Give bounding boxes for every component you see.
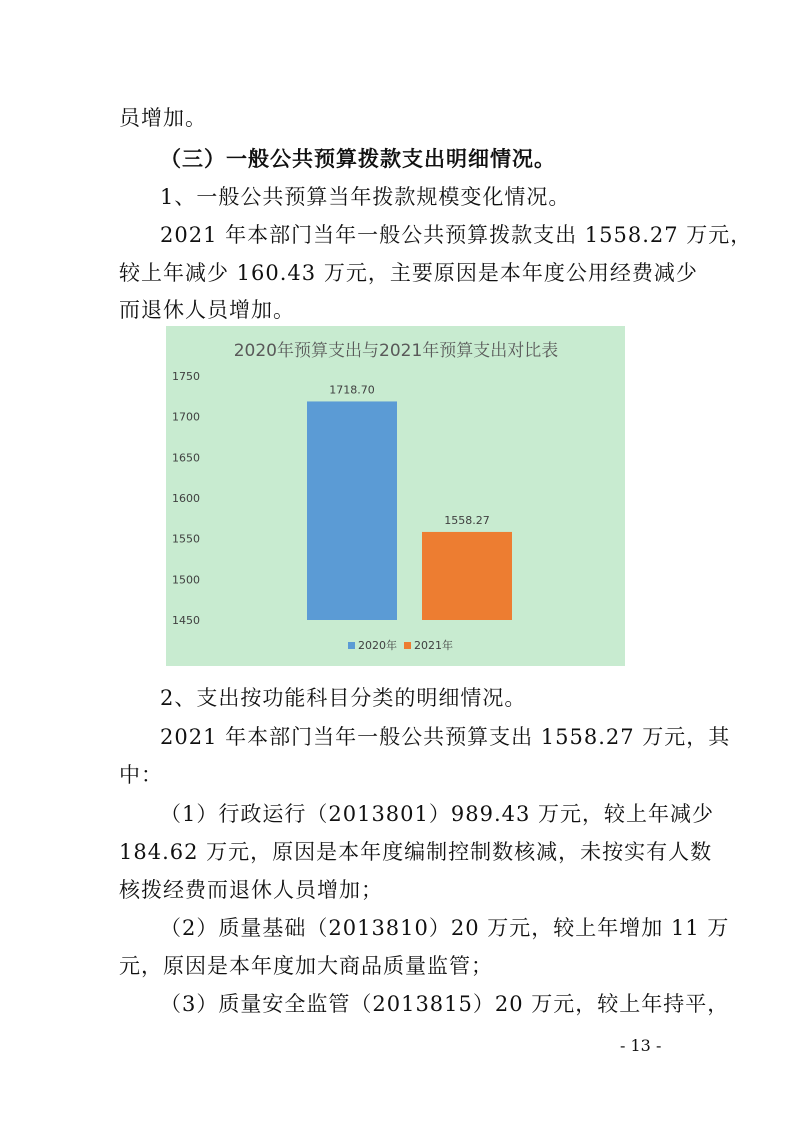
budget-comparison-chart (166, 326, 625, 666)
bar-0 (307, 401, 397, 620)
legend-label: 2020年 (358, 639, 397, 652)
line-14: 元，原因是本年度加大商品质量监管； (119, 954, 493, 978)
y-tick-label: 1600 (172, 492, 200, 505)
line-9: 中： (119, 763, 163, 787)
y-tick-label: 1450 (172, 614, 200, 627)
bar-value-label: 1558.27 (444, 513, 490, 527)
line-3: 1、一般公共预算当年拨款规模变化情况。 (160, 185, 571, 209)
y-tick-label: 1700 (172, 410, 200, 424)
legend-label: 2021年 (414, 639, 453, 652)
line-13: （2）质量基础（2013810）20 万元，较上年增加 11 万 (160, 916, 730, 940)
bar-1 (422, 532, 512, 620)
y-tick-label: 1750 (172, 370, 200, 383)
line-15: （3）质量安全监管（2013815）20 万元，较上年持平， (160, 992, 730, 1016)
legend-swatch (348, 642, 355, 649)
page-number: - 13 - (620, 1036, 662, 1055)
legend-swatch (404, 642, 411, 649)
y-tick-label: 1500 (172, 573, 200, 587)
line-1: 员增加。 (119, 106, 207, 130)
line-5: 较上年减少 160.43 万元，主要原因是本年度公用经费减少 (119, 261, 698, 285)
section-heading: （三）一般公共预算拨款支出明细情况。 (160, 147, 556, 171)
chart-title: 2020年预算支出与2021年预算支出对比表 (233, 341, 559, 361)
line-10: （1）行政运行（2013801）989.43 万元，较上年减少 (160, 802, 715, 826)
line-8: 2021 年本部门当年一般公共预算支出 1558.27 万元，其 (160, 725, 731, 749)
line-12: 核拨经费而退休人员增加； (119, 878, 383, 902)
line-7: 2、支出按功能科目分类的明细情况。 (160, 686, 527, 710)
bar-value-label: 1718.70 (329, 383, 375, 397)
line-11: 184.62 万元，原因是本年度编制控制数核减，未按实有人数 (119, 840, 713, 864)
line-6: 而退休人员增加。 (119, 298, 295, 322)
y-tick-label: 1550 (172, 532, 200, 546)
line-4: 2021 年本部门当年一般公共预算拨款支出 1558.27 万元， (160, 223, 753, 247)
y-tick-label: 1650 (172, 451, 200, 465)
